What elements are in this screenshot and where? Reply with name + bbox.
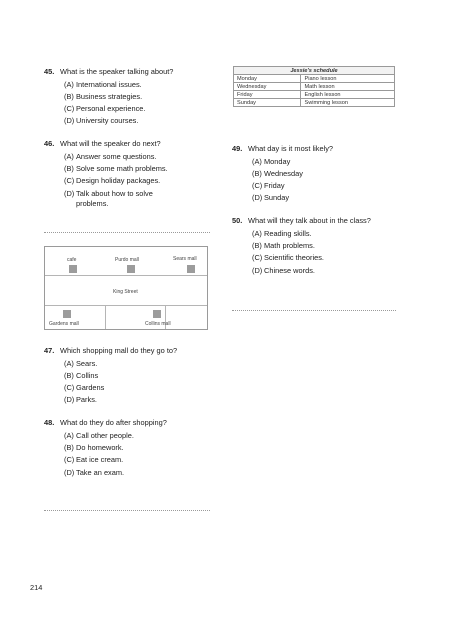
option-d[interactable] [64, 395, 212, 406]
option-label: (A) [64, 358, 74, 368]
option-label: (D) [64, 395, 75, 405]
option-label: (B) [64, 370, 74, 380]
option-c[interactable] [64, 176, 212, 187]
option-label: (D) [252, 265, 263, 275]
question-text: What will they talk about in the class? [248, 216, 371, 226]
option-d[interactable] [252, 193, 396, 204]
option-text: Monday [264, 156, 291, 166]
question-45 [44, 67, 212, 127]
option-a[interactable] [252, 157, 396, 168]
option-c[interactable] [64, 455, 212, 466]
table-cell: Friday [234, 91, 301, 99]
options-list [252, 157, 396, 204]
option-label: (D) [64, 467, 75, 477]
map-label-sears: Sears mall [173, 256, 197, 262]
question-number: 49. [232, 144, 243, 153]
table-cell: English lesson [301, 91, 395, 99]
page-number: 214 [30, 583, 43, 592]
option-c[interactable] [252, 181, 396, 192]
table-cell: Math lesson [301, 83, 395, 91]
option-text: Personal experience. [76, 104, 146, 114]
table-row [234, 99, 395, 107]
option-text: Take an exam. [76, 467, 125, 477]
question-50 [232, 216, 396, 276]
option-c[interactable] [64, 104, 212, 115]
left-column-top [44, 67, 212, 212]
option-label: (B) [252, 241, 262, 251]
option-b[interactable] [252, 169, 396, 180]
option-text: Wednesday [264, 168, 303, 178]
dotted-divider [232, 310, 396, 311]
option-d[interactable] [252, 266, 396, 277]
options-list [252, 229, 396, 276]
option-d[interactable] [64, 468, 212, 479]
options-list [64, 359, 212, 406]
map-line [105, 305, 106, 329]
map-street-label: King Street [113, 289, 138, 295]
option-label: (C) [252, 253, 263, 263]
map-label-gardens: Gardens mall [49, 321, 79, 327]
table-cell: Monday [234, 75, 301, 83]
option-text: International issues. [76, 79, 142, 89]
map-label-purdo: Purdo mall [115, 257, 139, 263]
option-label: (A) [252, 156, 262, 166]
table-row [234, 91, 395, 99]
map-line [45, 275, 207, 276]
option-label: (B) [64, 443, 74, 453]
option-b[interactable] [64, 443, 212, 454]
option-a[interactable] [252, 229, 396, 240]
option-text: Answer some questions. [76, 151, 157, 161]
question-number: 50. [232, 216, 243, 226]
map-line [45, 305, 207, 306]
question-46 [44, 139, 212, 210]
table-cell: Swimming lesson [301, 99, 395, 107]
building-cafe-icon [69, 265, 77, 273]
option-text: Collins [76, 370, 99, 380]
option-label: (A) [252, 228, 262, 238]
schedule-table [233, 66, 395, 107]
option-label: (C) [252, 181, 263, 191]
question-47 [44, 346, 212, 406]
option-text: Gardens [76, 383, 105, 393]
table-row [234, 75, 395, 83]
question-number: 46. [44, 139, 55, 149]
table-cell: Sunday [234, 99, 301, 107]
building-sears-icon [187, 265, 195, 273]
question-number: 45. [44, 67, 55, 76]
option-b[interactable] [64, 371, 212, 382]
option-a[interactable] [64, 80, 212, 91]
question-48 [44, 418, 212, 478]
option-text: Business strategies. [76, 91, 143, 101]
map-label-collins: Collins mall [145, 321, 171, 327]
option-label: (A) [64, 430, 74, 440]
option-text: Talk about how to solve problems. [76, 188, 153, 209]
table-row [234, 83, 395, 91]
option-text: Eat ice cream. [76, 455, 124, 465]
options-list [64, 431, 212, 478]
option-text: Scientific theories. [264, 253, 324, 263]
option-text: Parks. [76, 395, 97, 405]
option-label: (D) [252, 193, 263, 203]
option-label: (B) [64, 91, 74, 101]
schedule-title: Jessie's schedule [234, 67, 395, 75]
question-49 [232, 144, 396, 204]
building-purdo-icon [127, 265, 135, 273]
option-text: University courses. [76, 116, 139, 126]
option-label: (C) [64, 383, 75, 393]
option-label: (D) [64, 116, 75, 126]
option-label: (B) [252, 168, 262, 178]
options-list [64, 80, 212, 127]
street-map [44, 246, 208, 330]
dotted-divider [44, 510, 210, 511]
dotted-divider [44, 232, 210, 233]
option-label: (A) [64, 151, 74, 161]
option-b[interactable] [64, 164, 212, 175]
option-label: (D) [64, 188, 75, 198]
table-cell: Wednesday [234, 83, 301, 91]
question-number: 48. [44, 418, 55, 428]
map-label-cafe: cafe [67, 257, 77, 263]
option-label: (C) [64, 176, 75, 186]
option-text: Do homework. [76, 443, 124, 453]
left-column-bottom [44, 346, 212, 480]
right-column [232, 144, 396, 278]
option-text: Math problems. [264, 241, 315, 251]
option-label: (A) [64, 79, 74, 89]
option-text: Sears. [76, 358, 98, 368]
option-d[interactable] [64, 116, 212, 127]
option-a[interactable] [64, 359, 212, 370]
question-text: Which shopping mall do they go to? [60, 346, 178, 355]
option-label: (C) [64, 455, 75, 465]
option-text: Call other people. [76, 430, 134, 440]
option-c[interactable] [252, 253, 396, 264]
question-text: What day is it most likely? [248, 144, 334, 153]
option-label: (B) [64, 164, 74, 174]
option-a[interactable] [64, 431, 212, 442]
table-cell: Piano lesson [301, 75, 395, 83]
question-text: What is the speaker talking about? [60, 67, 174, 76]
option-text: Solve some math problems. [76, 164, 168, 174]
building-gardens-icon [63, 310, 71, 318]
option-text: Friday [264, 181, 285, 191]
building-collins-icon [153, 310, 161, 318]
option-b[interactable] [64, 92, 212, 103]
option-c[interactable] [64, 383, 212, 394]
question-text: What will the speaker do next? [60, 139, 161, 149]
option-a[interactable] [64, 152, 212, 163]
option-label: (C) [64, 104, 75, 114]
question-number: 47. [44, 346, 55, 355]
option-text: Sunday [264, 193, 290, 203]
question-text: What do they do after shopping? [60, 418, 167, 428]
option-d[interactable] [64, 189, 212, 210]
options-list [64, 152, 212, 210]
option-b[interactable] [252, 241, 396, 252]
option-text: Reading skills. [264, 228, 312, 238]
option-text: Design holiday packages. [76, 176, 161, 186]
option-text: Chinese words. [264, 265, 315, 275]
